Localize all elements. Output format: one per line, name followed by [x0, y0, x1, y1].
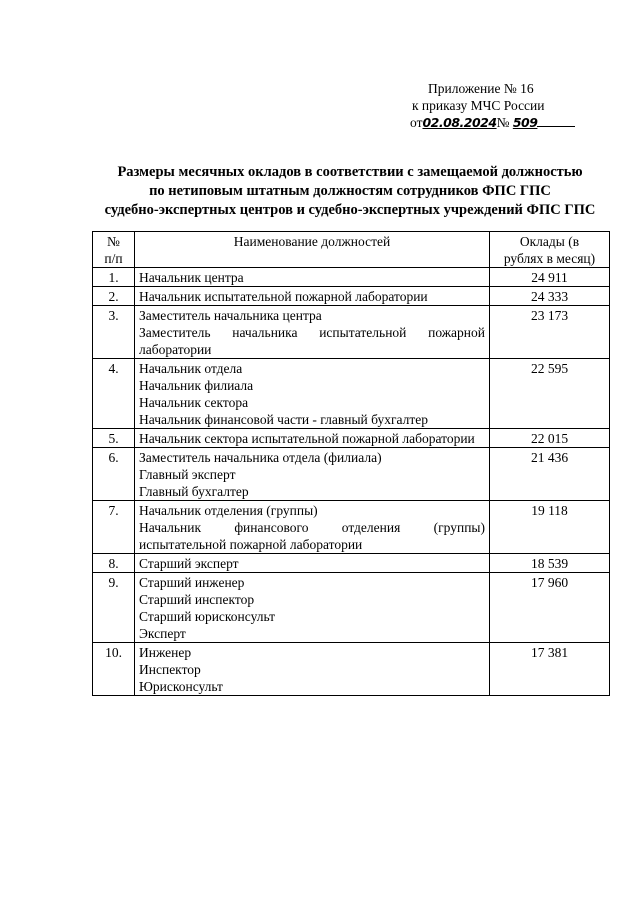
row-positions: [135, 268, 490, 287]
title-line-1: Размеры месячных окладов в соответствии с замещаемой должностью: [117, 164, 583, 180]
from-prefix: от: [410, 115, 423, 130]
row-salary: 22 595: [490, 359, 610, 429]
position-name: Заместитель начальника отдела (филиала): [139, 450, 382, 465]
row-salary: 17 960: [490, 573, 610, 643]
position-name: Начальник финансового отделения (группы) испытательной пожарной лаборатории: [139, 520, 485, 552]
table-row: [93, 501, 610, 554]
position-name: Начальник сектора: [139, 395, 249, 410]
row-positions: [135, 501, 490, 554]
table-row: [93, 448, 610, 501]
row-number: 7.: [93, 501, 135, 554]
row-number: 10.: [93, 643, 135, 696]
table-row: [93, 429, 610, 448]
table-row: [93, 287, 610, 306]
row-salary: 18 539: [490, 554, 610, 573]
row-number: 9.: [93, 573, 135, 643]
row-positions: [135, 643, 490, 696]
table-body: [93, 268, 610, 696]
salary-table: [92, 231, 610, 696]
position-name: Эксперт: [139, 626, 186, 641]
position-name: Начальник центра: [139, 270, 244, 285]
position-name: Инспектор: [139, 662, 201, 677]
number-sign: №: [496, 115, 510, 130]
position-name: Начальник финансовой части - главный бухгалтер: [139, 412, 429, 427]
row-number: 5.: [93, 429, 135, 448]
row-salary: 22 015: [490, 429, 610, 448]
row-positions: [135, 554, 490, 573]
title-line-3: судебно-экспертных центров и судебно-экспертных учреждений ФПС ГПС: [104, 202, 596, 218]
header-salary: Оклады (в рублях в месяц): [490, 232, 610, 268]
header-position-name: Наименование должностей: [135, 232, 490, 268]
position-name: Старший эксперт: [139, 556, 239, 571]
table-row: [93, 268, 610, 287]
row-salary: 19 118: [490, 501, 610, 554]
position-name: Старший инспектор: [139, 592, 255, 607]
position-name: Юрисконсульт: [139, 679, 223, 694]
position-name: Начальник сектора испытательной пожарной лаборатории: [139, 431, 475, 446]
row-number: 8.: [93, 554, 135, 573]
row-salary: 17 381: [490, 643, 610, 696]
handwritten-number: 509: [512, 115, 538, 130]
position-name: Начальник филиала: [139, 378, 254, 393]
row-number: 3.: [93, 306, 135, 359]
position-name: Заместитель начальника испытательной пожарной лаборатории: [139, 325, 485, 357]
row-salary: 21 436: [490, 448, 610, 501]
table-row: [93, 643, 610, 696]
row-salary: 24 333: [490, 287, 610, 306]
appendix-number: Приложение № 16: [428, 81, 534, 96]
position-name: Старший юрисконсульт: [139, 609, 276, 624]
table-row: [93, 573, 610, 643]
position-name: Главный эксперт: [139, 467, 236, 482]
position-name: Начальник отделения (группы): [139, 503, 318, 518]
table-row: [93, 359, 610, 429]
appendix-date-line: [400, 114, 580, 131]
table-row: [93, 306, 610, 359]
appendix-header: [400, 80, 580, 131]
position-name: Старший инженер: [139, 575, 245, 590]
row-salary: 24 911: [490, 268, 610, 287]
underline: [537, 125, 575, 127]
row-positions: [135, 573, 490, 643]
position-name: Инженер: [139, 645, 192, 660]
appendix-order: к приказу МЧС России: [412, 98, 545, 113]
row-positions: [135, 429, 490, 448]
table-row: [93, 554, 610, 573]
row-number: 2.: [93, 287, 135, 306]
row-number: 4.: [93, 359, 135, 429]
row-positions: [135, 287, 490, 306]
handwritten-date: 02.08.2024: [422, 115, 497, 130]
row-positions: [135, 448, 490, 501]
row-salary: 23 173: [490, 306, 610, 359]
document-title: [80, 163, 620, 220]
row-number: 1.: [93, 268, 135, 287]
row-number: 6.: [93, 448, 135, 501]
row-positions: [135, 306, 490, 359]
row-positions: [135, 359, 490, 429]
position-name: Заместитель начальника центра: [139, 308, 322, 323]
position-name: Начальник отдела: [139, 361, 243, 376]
title-line-2: по нетиповым штатным должностям сотрудников ФПС ГПС: [149, 183, 551, 199]
position-name: Главный бухгалтер: [139, 484, 249, 499]
position-name: Начальник испытательной пожарной лаборатории: [139, 289, 428, 304]
header-number: № п/п: [93, 232, 135, 268]
table-header-row: [93, 232, 610, 268]
